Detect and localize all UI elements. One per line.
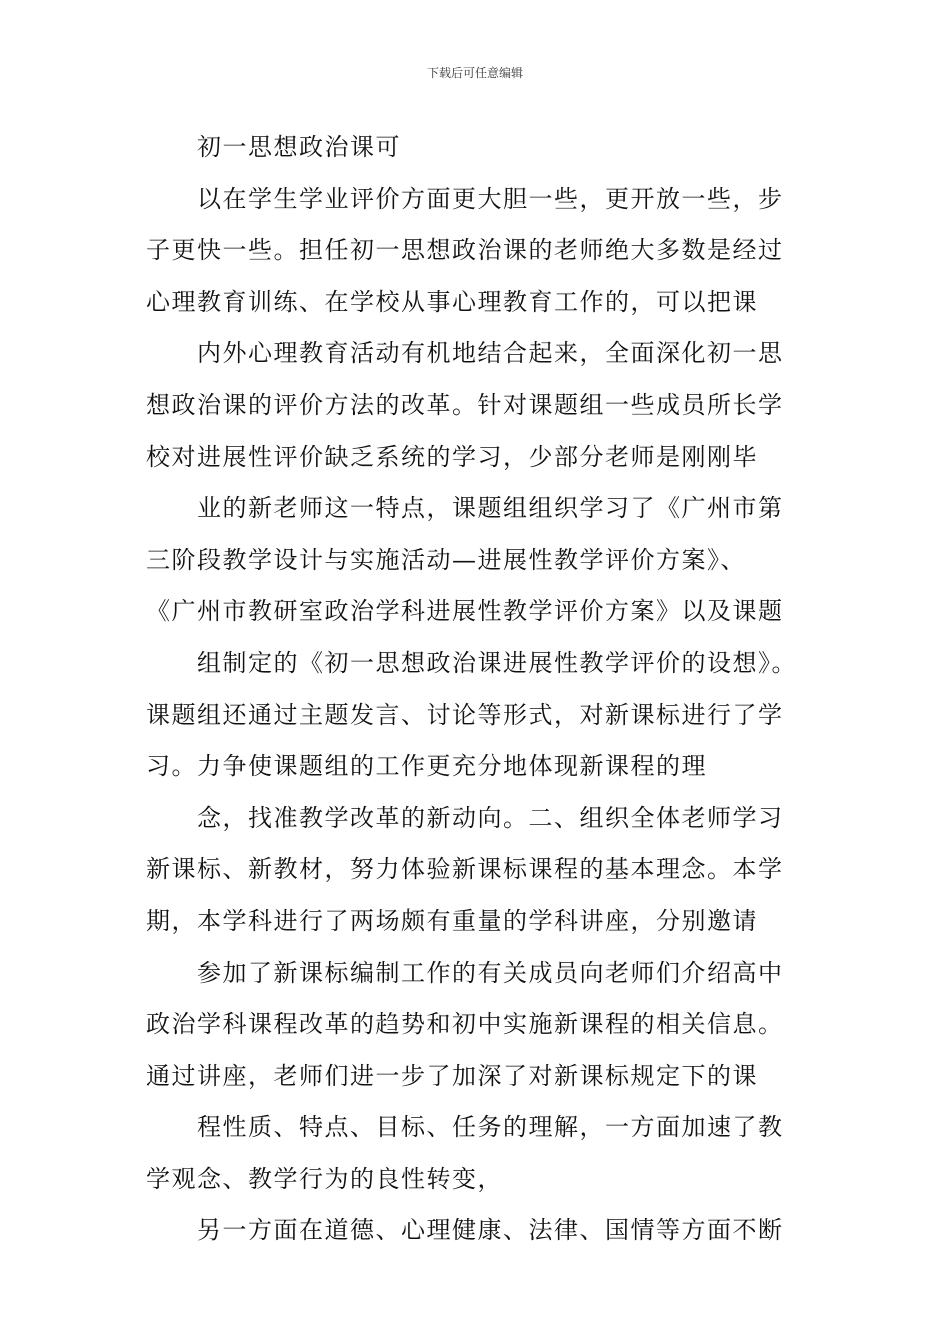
text-line: 政治学科课程改革的趋势和初中实施新课程的相关信息。 xyxy=(146,1010,784,1039)
paragraph xyxy=(0,1102,950,1205)
text-line: 以在学生学业评价方面更大胆一些，更开放一些，步 xyxy=(197,184,784,213)
text-line: 《广州市教研室政治学科进展性教学评价方案》以及课题 xyxy=(146,597,784,626)
text-line: 业的新老师这一特点，课题组组织学习了《广州市第 xyxy=(197,494,784,523)
paragraph xyxy=(0,793,950,948)
paragraph xyxy=(0,1205,950,1257)
paragraph xyxy=(0,122,950,174)
paragraph xyxy=(0,483,950,638)
page-header: 下载后可任意编辑 xyxy=(426,66,523,80)
text-line: 新课标、新教材，努力体验新课标课程的基本理念。本学 xyxy=(146,855,784,884)
text-line: 程性质、特点、目标、任务的理解，一方面加速了教 xyxy=(197,1113,784,1142)
text-line: 三阶段教学设计与实施活动—进展性教学评价方案》、 xyxy=(146,545,746,574)
text-line: 想政治课的评价方法的改革。针对课题组一些成员所长学 xyxy=(146,390,784,419)
text-line: 内外心理教育活动有机地结合起来，全面深化初一思 xyxy=(197,339,784,368)
text-line: 参加了新课标编制工作的有关成员向老师们介绍高中 xyxy=(197,958,784,987)
text-line: 学观念、教学行为的良性转变， xyxy=(146,1164,503,1193)
text-line: 课题组还通过主题发言、讨论等形式，对新课标进行了学 xyxy=(146,700,784,729)
text-line: 组制定的《初一思想政治课进展性教学评价的设想》。 xyxy=(197,648,797,677)
text-line: 念，找准教学改革的新动向。二、组织全体老师学习 xyxy=(197,803,784,832)
text-line: 期，本学科进行了两场颇有重量的学科讲座，分别邀请 xyxy=(146,906,758,935)
text-line: 通过讲座，老师们进一步了加深了对新课标规定下的课 xyxy=(146,1061,758,1090)
paragraph xyxy=(0,948,950,1103)
text-line: 校对进展性评价缺乏系统的学习，少部分老师是刚刚毕 xyxy=(146,442,758,471)
document-body xyxy=(0,122,950,1257)
paragraph xyxy=(0,638,950,793)
text-line: 习。力争使课题组的工作更充分地体现新课程的理 xyxy=(146,752,707,781)
text-line: 另一方面在道德、心理健康、法律、国情等方面不断 xyxy=(197,1216,784,1245)
text-line: 子更快一些。担任初一思想政治课的老师绝大多数是经过 xyxy=(146,236,784,265)
text-line: 初一思想政治课可 xyxy=(197,133,401,161)
text-line: 心理教育训练、在学校从事心理教育工作的，可以把课 xyxy=(146,287,758,316)
paragraph xyxy=(0,328,950,483)
paragraph xyxy=(0,174,950,329)
